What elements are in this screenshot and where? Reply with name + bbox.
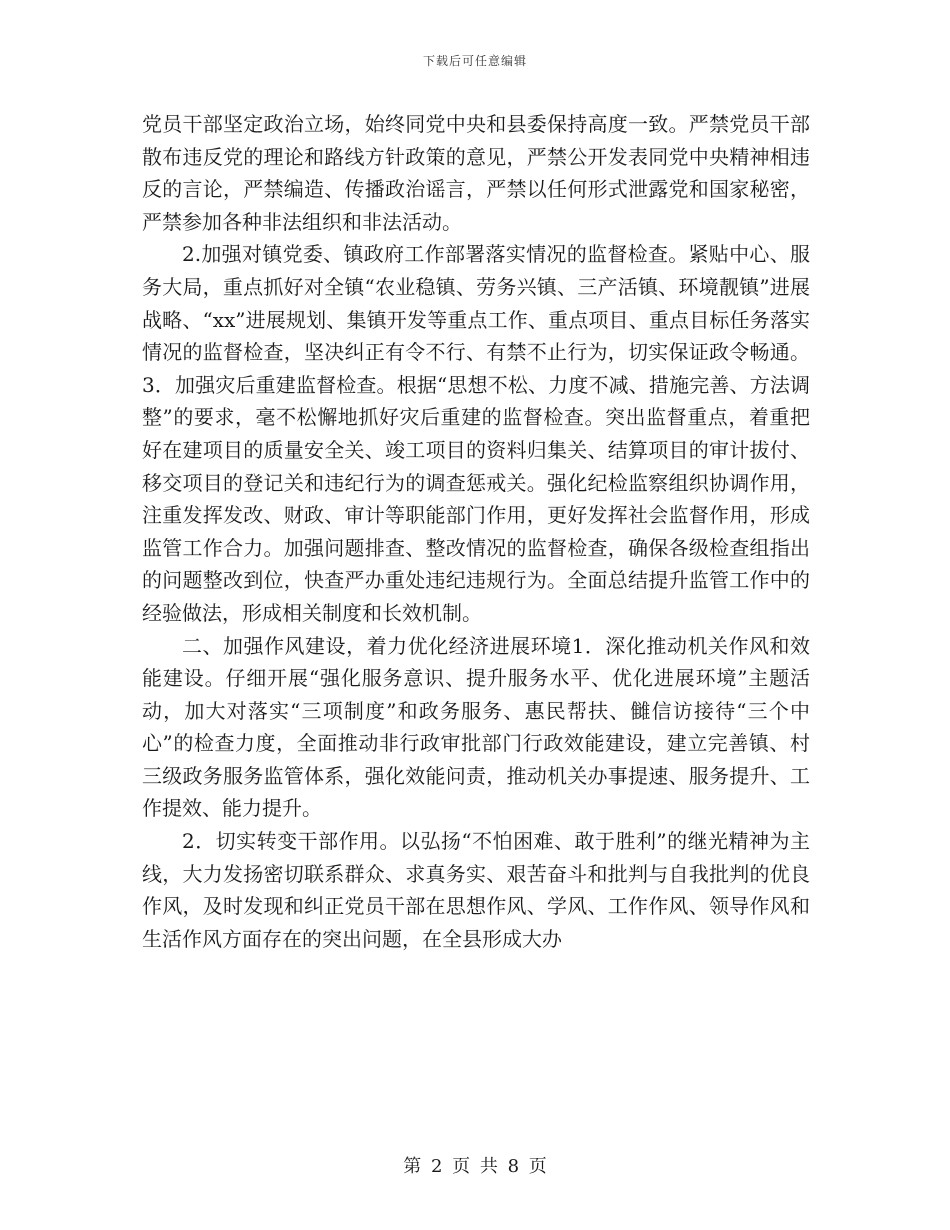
paragraph-1: 党员干部坚定政治立场，始终同党中央和县委保持高度一致。严禁党员干部散布违反党的理论和路线方针政策的意见，严禁公开发表同党中央精神相违反的言论，严禁编造、传播政治谣言，严禁以任何形式泄露党和国家秘密，严禁参加各种非法组织和非法活动。: [142, 112, 810, 234]
document-body: [142, 108, 810, 955]
page-number: 第 2 页 共 8 页: [403, 1156, 547, 1177]
paragraph-3: 二、加强作风建设，着力优化经济进展环境1．深化推动机关作风和效能建设。仔细开展“强化服务意识、提升服务水平、优化进展环境”主题活动，加大对落实“三项制度”和政务服务、惠民帮扶、雠信访接待“三个中心”的检查力度，全面推动非行政审批部门行政效能建设，建立完善镇、村三级政务服务监管体系，强化效能问责，推动机关办事提速、服务提升、工作提效、能力提升。: [142, 633, 810, 821]
paragraph-4: 2．切实转变干部作用。以弘扬“不怕困难、敢于胜利”的继光精神为主线，大力发扬密切联系群众、求真务实、艰苦奋斗和批判与自我批判的优良作风，及时发现和纠正党员干部在思想作风、学风、工作作风、领导作风和生活作风方面存在的突出问题，在全县形成大办: [142, 829, 810, 951]
paragraph-2: 2.加强对镇党委、镇政府工作部署落实情况的监督检查。紧贴中心、服务大局，重点抓好对全镇“农业稳镇、劳务兴镇、三产活镇、环境靓镇”进展战略、“xx”进展规划、集镇开发等重点工作、重点项目、重点目标任务落实情况的监督检查，坚决纠正有令不行、有禁不止行为，切实保证政令畅通。3．加强灾后重建监督检查。根据“思想不松、力度不减、措施完善、方法调整”的要求，毫不松懈地抓好灾后重建的监督检查。突出监督重点，着重把好在建项目的质量安全关、竣工项目的资料归集关、结算项目的审计拔付、移交项目的登记关和违纪行为的调查惩戒关。强化纪检监察组织协调作用，注重发挥发改、财政、审计等职能部门作用，更好发挥社会监督作用，形成监管工作合力。加强问题排查、整改情况的监督检查，确保各级检查组指出的问题整改到位，快查严办重处违纪违规行为。全面总结提升监管工作中的经验做法，形成相关制度和长效机制。: [142, 242, 810, 625]
page-header-note: 下载后可任意编辑: [422, 54, 527, 68]
